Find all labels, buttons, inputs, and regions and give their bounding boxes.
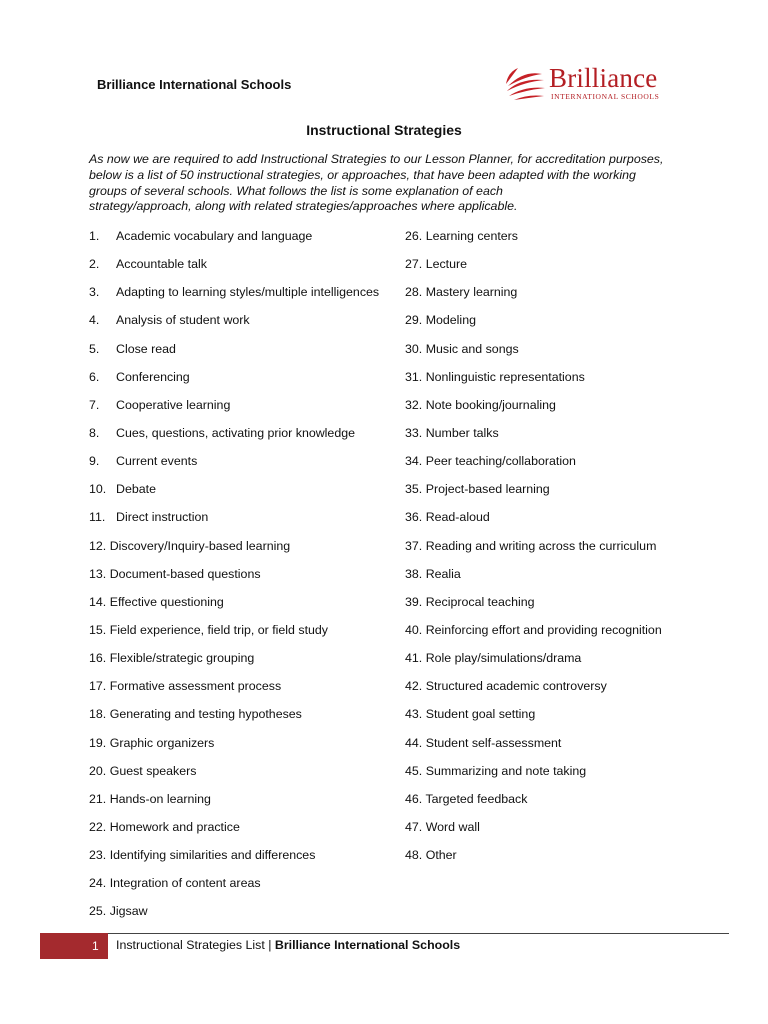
- list-item-number: 39.: [405, 594, 423, 609]
- list-item-text: Nonlinguistic representations: [425, 369, 585, 384]
- list-item-number: 48.: [405, 848, 423, 863]
- list-item-number: 14.: [89, 594, 107, 609]
- list-item-number: 32.: [405, 397, 423, 412]
- list-item-text: Cues, questions, activating prior knowledge: [116, 425, 355, 440]
- list-item-text: Role play/simulations/drama: [425, 651, 582, 666]
- list-item-number: 5.: [89, 341, 100, 356]
- list-item: [89, 847, 379, 875]
- list-item-number: 38.: [405, 566, 423, 581]
- strategy-list-left: [89, 228, 379, 932]
- list-item-number: 27.: [405, 257, 423, 272]
- list-item-text: Identifying similarities and differences: [109, 848, 316, 863]
- list-item-number: 40.: [405, 622, 423, 637]
- list-item-text: Discovery/Inquiry-based learning: [109, 538, 291, 553]
- list-item-text: Debate: [116, 482, 156, 497]
- list-item: [89, 763, 379, 791]
- list-item-number: 16.: [89, 651, 107, 666]
- list-item: [405, 509, 662, 537]
- list-item-text: Accountable talk: [116, 257, 207, 272]
- list-item-text: Reciprocal teaching: [425, 594, 535, 609]
- list-item: [405, 622, 662, 650]
- list-item-text: Modeling: [425, 313, 476, 328]
- footer-separator: |: [268, 938, 272, 952]
- list-item-text: Hands-on learning: [109, 791, 211, 806]
- list-item: [89, 538, 379, 566]
- list-item-text: Field experience, field trip, or field study: [109, 622, 329, 637]
- list-item-text: Close read: [116, 341, 176, 356]
- list-item-number: 18.: [89, 707, 107, 722]
- list-item-number: 21.: [89, 791, 107, 806]
- intro-line: strategy/approach, along with related strategies/approaches where applicable.: [89, 199, 518, 214]
- list-item-text: Read-aloud: [425, 510, 490, 525]
- page-number: 1: [92, 939, 99, 953]
- list-item-number: 28.: [405, 285, 423, 300]
- list-item-number: 10.: [89, 482, 107, 497]
- list-item: [89, 791, 379, 819]
- list-item-number: 44.: [405, 735, 423, 750]
- list-item-text: Music and songs: [425, 341, 519, 356]
- list-item-number: 4.: [89, 313, 100, 328]
- list-item-text: Homework and practice: [109, 819, 240, 834]
- list-item-number: 33.: [405, 425, 423, 440]
- list-item: [405, 256, 662, 284]
- list-item-number: 43.: [405, 707, 423, 722]
- list-item-number: 22.: [89, 819, 107, 834]
- list-item-number: 8.: [89, 425, 100, 440]
- list-item-text: Effective questioning: [109, 594, 224, 609]
- list-item: [405, 538, 662, 566]
- list-item-number: 35.: [405, 482, 423, 497]
- list-item-text: Student goal setting: [425, 707, 536, 722]
- list-item-text: Flexible/strategic grouping: [109, 651, 255, 666]
- list-item: [89, 594, 379, 622]
- list-item-number: 17.: [89, 679, 107, 694]
- footer-school-name: Brilliance International Schools: [274, 938, 461, 952]
- school-name-header: Brilliance International Schools: [97, 77, 292, 92]
- list-item-text: Analysis of student work: [116, 313, 250, 328]
- list-item-number: 46.: [405, 791, 423, 806]
- list-item: [89, 819, 379, 847]
- list-item-number: 12.: [89, 538, 107, 553]
- intro-line: As now we are required to add Instructional Strategies to our Lesson Planner, for accreditation purposes,: [89, 152, 664, 166]
- list-item: [89, 312, 379, 340]
- list-item: [405, 481, 662, 509]
- list-item: [89, 706, 379, 734]
- list-item-text: Graphic organizers: [109, 735, 215, 750]
- list-item: [405, 735, 662, 763]
- list-item: [405, 566, 662, 594]
- list-item-text: Cooperative learning: [116, 397, 231, 412]
- list-item: [89, 453, 379, 481]
- list-item: [405, 312, 662, 340]
- list-item-text: Structured academic controversy: [425, 679, 607, 694]
- strategy-list-right: [405, 228, 662, 875]
- list-item: [89, 369, 379, 397]
- list-item-number: 42.: [405, 679, 423, 694]
- footer-text: [116, 938, 460, 952]
- list-item-text: Other: [425, 848, 457, 863]
- list-item-number: 7.: [89, 397, 100, 412]
- list-item-text: Mastery learning: [425, 285, 518, 300]
- list-item: [405, 594, 662, 622]
- list-item-number: 13.: [89, 566, 107, 581]
- list-item-number: 9.: [89, 454, 100, 469]
- list-item-text: Direct instruction: [116, 510, 209, 525]
- logo-subtitle: INTERNATIONAL SCHOOLS: [551, 92, 660, 101]
- list-item: [405, 284, 662, 312]
- list-item-text: Student self-assessment: [425, 735, 562, 750]
- sunburst-logo-icon: [504, 66, 548, 104]
- list-item-number: 26.: [405, 229, 423, 243]
- list-item-number: 24.: [89, 876, 107, 891]
- list-item: [89, 678, 379, 706]
- list-item-number: 1.: [89, 229, 100, 243]
- list-item-text: Generating and testing hypotheses: [109, 707, 302, 722]
- list-item: [405, 397, 662, 425]
- list-item-number: 45.: [405, 763, 423, 778]
- list-item: [89, 650, 379, 678]
- list-item-number: 20.: [89, 763, 107, 778]
- list-item: [405, 819, 662, 847]
- list-item-number: 36.: [405, 510, 423, 525]
- list-item: [89, 284, 379, 312]
- list-item: [89, 622, 379, 650]
- list-item-number: 15.: [89, 622, 107, 637]
- list-item-text: Academic vocabulary and language: [116, 229, 313, 243]
- list-item: [89, 425, 379, 453]
- list-item-text: Number talks: [425, 425, 499, 440]
- list-item-number: 31.: [405, 369, 423, 384]
- list-item: [405, 228, 662, 256]
- list-item-number: 37.: [405, 538, 423, 553]
- intro-line: groups of several schools. What follows the list is some explanation of each: [89, 183, 503, 198]
- list-item-text: Guest speakers: [109, 763, 197, 778]
- logo-wordmark: Brilliance: [549, 63, 658, 93]
- list-item-number: 30.: [405, 341, 423, 356]
- list-item-text: Word wall: [425, 819, 480, 834]
- list-item-text: Reading and writing across the curriculum: [425, 538, 657, 553]
- list-item-number: 19.: [89, 735, 107, 750]
- list-item-text: Reinforcing effort and providing recognition: [425, 622, 662, 637]
- footer-divider: [108, 933, 729, 934]
- list-item: [89, 397, 379, 425]
- list-item-number: 11.: [89, 510, 106, 525]
- list-item-text: Formative assessment process: [109, 679, 282, 694]
- list-item: [405, 847, 662, 875]
- list-item: [89, 903, 379, 931]
- list-item: [89, 481, 379, 509]
- list-item: [89, 256, 379, 284]
- list-item-number: 25.: [89, 904, 107, 919]
- list-item: [405, 678, 662, 706]
- list-item-text: Note booking/journaling: [425, 397, 556, 412]
- list-item: [405, 650, 662, 678]
- brilliance-logo: [504, 63, 674, 104]
- list-item-text: Realia: [425, 566, 461, 581]
- list-item-number: 34.: [405, 454, 423, 469]
- list-item: [405, 791, 662, 819]
- list-item-text: Lecture: [425, 257, 468, 272]
- list-item: [405, 425, 662, 453]
- list-item-number: 3.: [89, 285, 100, 300]
- document-title: Instructional Strategies: [306, 122, 462, 138]
- list-item: [405, 763, 662, 791]
- list-item-number: 23.: [89, 848, 107, 863]
- list-item: [405, 706, 662, 734]
- list-item: [89, 509, 379, 537]
- list-item: [89, 341, 379, 369]
- list-item-number: 2.: [89, 257, 100, 272]
- list-item-text: Current events: [116, 454, 198, 469]
- list-item: [89, 228, 379, 256]
- list-item-number: 47.: [405, 819, 423, 834]
- list-item-text: Project-based learning: [425, 482, 550, 497]
- footer-doc-name: Instructional Strategies List: [116, 938, 265, 952]
- list-item: [405, 369, 662, 397]
- list-item: [405, 453, 662, 481]
- intro-paragraph: [89, 152, 689, 215]
- list-item-number: 29.: [405, 313, 423, 328]
- list-item-text: Document-based questions: [109, 566, 261, 581]
- intro-line: below is a list of 50 instructional strategies, or approaches, that have been adapted with the working: [89, 167, 636, 182]
- list-item-text: Targeted feedback: [425, 791, 528, 806]
- list-item-number: 6.: [89, 369, 100, 384]
- list-item-text: Learning centers: [425, 229, 518, 243]
- list-item: [405, 341, 662, 369]
- list-item-text: Adapting to learning styles/multiple intelligences: [116, 285, 380, 300]
- list-item-number: 41.: [405, 651, 423, 666]
- list-item: [89, 735, 379, 763]
- list-item-text: Summarizing and note taking: [425, 763, 587, 778]
- list-item-text: Peer teaching/collaboration: [425, 454, 576, 469]
- list-item-text: Conferencing: [116, 369, 190, 384]
- list-item-text: Jigsaw: [109, 904, 148, 919]
- list-item: [89, 875, 379, 903]
- list-item: [89, 566, 379, 594]
- list-item-text: Integration of content areas: [109, 876, 261, 891]
